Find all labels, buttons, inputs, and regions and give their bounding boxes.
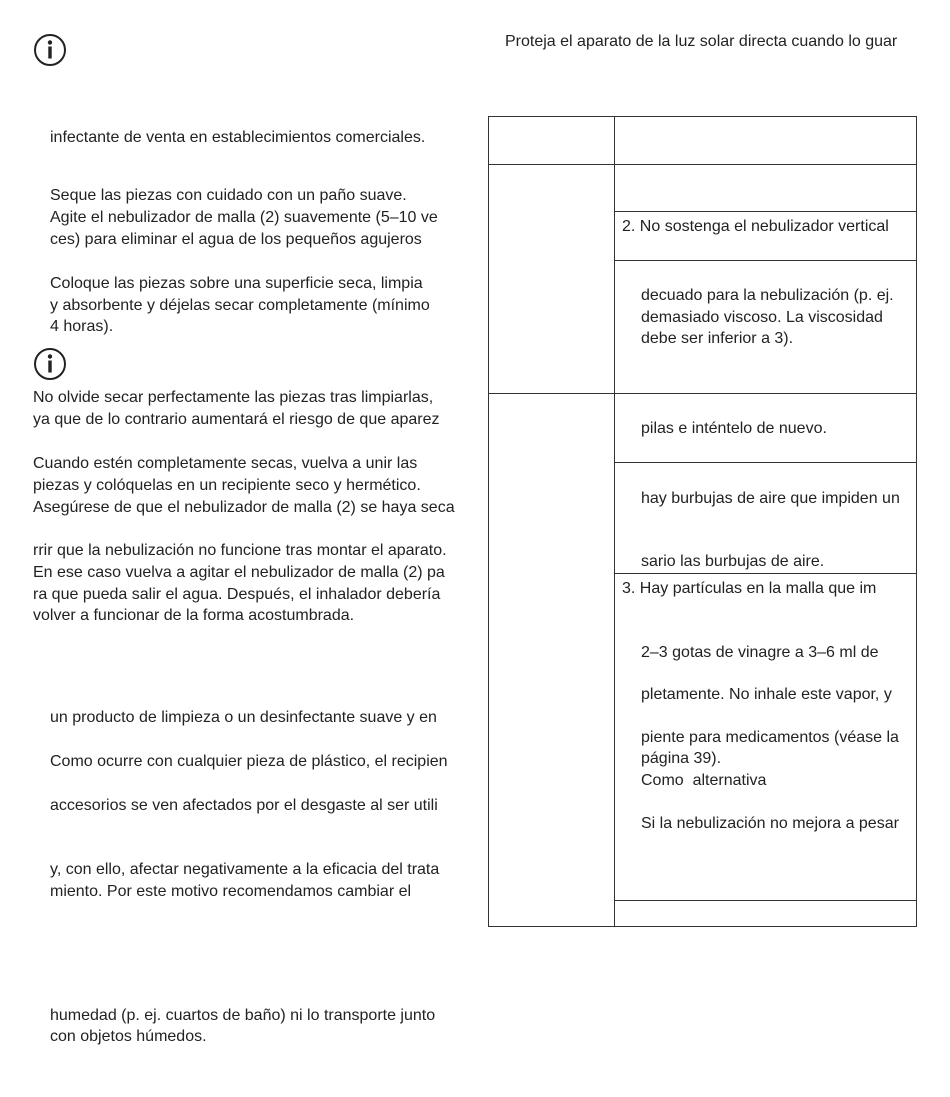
disinfect-line: y, con ello, afectar negativamente a la eficacia del trata — [50, 861, 440, 878]
storage-line: con objetos húmedos. — [50, 1028, 207, 1045]
table-cell-text: 2–3 gotas de vinagre a 3–6 ml de — [641, 644, 879, 661]
disinfect-line: miento. Por este motivo recomendamos cambiar el — [50, 883, 412, 900]
dry-line: Agite el nebulizador de malla (2) suavemente (5–10 ve — [50, 209, 438, 226]
table-row-divider — [614, 260, 917, 261]
notice-line: volver a funcionar de la forma acostumbrada. — [33, 607, 355, 624]
header-note: Proteja el aparato de la luz solar directa cuando lo guar — [505, 33, 898, 50]
table-column-divider — [614, 116, 615, 927]
table-row-divider — [614, 900, 917, 901]
table-cell-text: sario las burbujas de aire. — [641, 553, 825, 570]
notice-line: ya que de lo contrario aumentará el riesgo de que aparez — [33, 411, 440, 428]
disinfect-line: un producto de limpieza o un desinfectante suave y en — [50, 709, 437, 726]
table-cell-text: página 39). — [641, 750, 722, 767]
table-cell-text: decuado para la nebulización (p. ej. — [641, 287, 894, 304]
table-row-divider — [614, 211, 917, 212]
info-circle-icon — [33, 33, 67, 67]
table-cell-text: Si la nebulización no mejora a pesar — [641, 815, 899, 832]
table-item-2: 2. No sostenga el nebulizador vertical — [622, 218, 889, 235]
dry-line: Seque las piezas con cuidado con un paño suave. — [50, 187, 407, 204]
notice-line: Cuando estén completamente secas, vuelva a unir las — [33, 455, 418, 472]
table-cell-text: pilas e inténtelo de nuevo. — [641, 420, 827, 437]
disinfect-line: accesorios se ven afectados por el desgaste al ser utili — [50, 797, 438, 814]
table-cell-text: hay burbujas de aire que impiden un — [641, 490, 900, 507]
disinfect-line: Como ocurre con cualquier pieza de plástico, el recipien — [50, 753, 448, 770]
storage-line: humedad (p. ej. cuartos de baño) ni lo transporte junto — [50, 1007, 436, 1024]
troubleshooting-table — [488, 116, 917, 927]
table-cell-text: demasiado viscoso. La viscosidad — [641, 309, 883, 326]
table-row-divider — [488, 393, 917, 394]
table-cell-text: debe ser inferior a 3). — [641, 330, 794, 347]
notice-line: No olvide secar perfectamente las piezas tras limpiarlas, — [33, 389, 434, 406]
place-line: 4 horas). — [50, 318, 114, 335]
info-circle-icon — [33, 347, 67, 381]
table-row-divider — [488, 164, 917, 165]
notice-line: rrir que la nebulización no funcione tras montar el aparato. — [33, 542, 447, 559]
dry-line: ces) para eliminar el agua de los pequeños agujeros — [50, 231, 422, 248]
table-item-3: 3. Hay partículas en la malla que im — [622, 580, 877, 597]
table-cell-text: piente para medicamentos (véase la — [641, 729, 899, 746]
table-cell-text: Como alternativa — [641, 772, 767, 789]
notice-line: Asegúrese de que el nebulizador de malla (2) se haya seca — [33, 499, 455, 516]
notice-line: En ese caso vuelva a agitar el nebulizador de malla (2) pa — [33, 564, 445, 581]
place-line: Coloque las piezas sobre una superficie seca, limpia — [50, 275, 423, 292]
notice-line: ra que pueda salir el agua. Después, el inhalador debería — [33, 586, 441, 603]
place-line: y absorbente y déjelas secar completamente (mínimo — [50, 297, 430, 314]
table-cell-text: pletamente. No inhale este vapor, y — [641, 686, 892, 703]
table-row-divider — [614, 573, 917, 574]
cleaning-line: infectante de venta en establecimientos comerciales. — [50, 129, 426, 146]
table-row-divider — [614, 462, 917, 463]
notice-line: piezas y colóquelas en un recipiente seco y hermético. — [33, 477, 421, 494]
